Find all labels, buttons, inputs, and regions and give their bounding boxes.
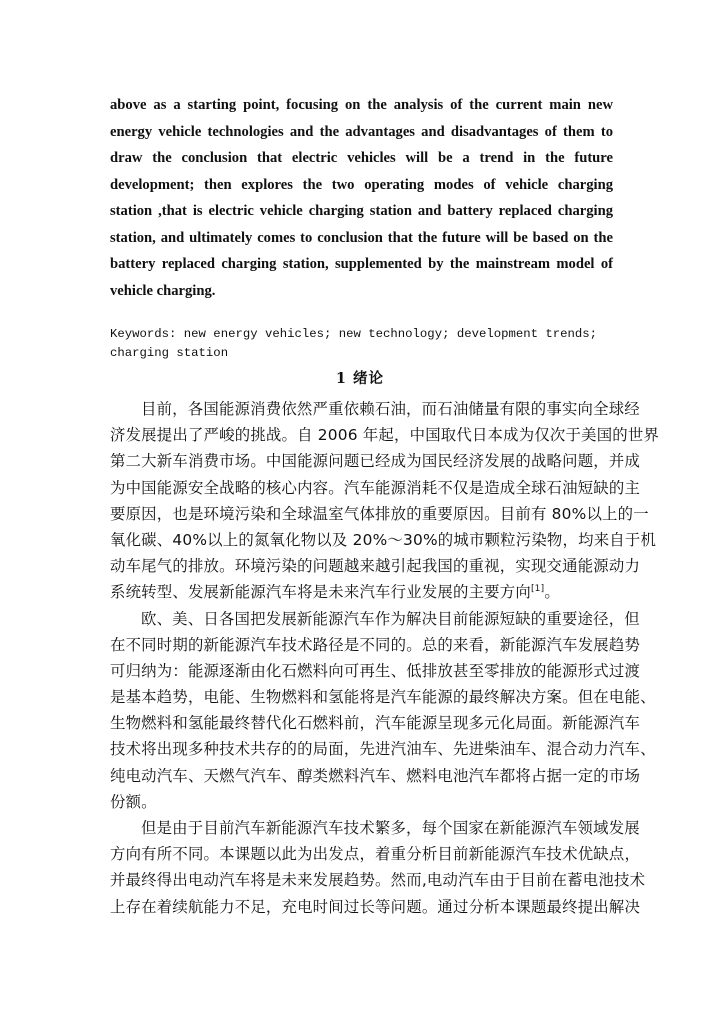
body-line: 方向有所不同。本课题以此为出发点，着重分析目前新能源汽车技术优缺点，	[110, 845, 641, 864]
body-line: 氧化碳、40%以上的氮氧化物以及 20%～30%的城市颗粒污染物，均来自于机	[110, 530, 657, 549]
abstract-line: station, and ultimately comes to conclusion that the future will be based on the	[110, 229, 613, 246]
body-line: 为中国能源安全战略的核心内容。汽车能源消耗不仅是造成全球石油短缺的主	[110, 478, 641, 497]
citation-ref: [1]	[530, 584, 545, 595]
keywords-line: Keywords: new energy vehicles; new technology; development trends;	[110, 327, 598, 341]
paragraph-3	[110, 815, 646, 920]
body-line: 目前，各国能源消费依然严重依赖石油，而石油储量有限的事实向全球经	[141, 400, 640, 418]
abstract-line: energy vehicle technologies and the advantages and disadvantages of them to	[110, 123, 613, 140]
abstract-line: draw the conclusion that electric vehicles will be a trend in the future	[110, 150, 613, 166]
body-line: 是基本趋势，电能、生物燃料和氢能将是汽车能源的最终解决方案。但在电能、	[110, 688, 656, 707]
body-line: 技术将出现多种技术共存的的局面，先进汽油车、先进柴油车、混合动力汽车、	[110, 740, 656, 759]
body-line: 生物燃料和氢能最终替代化石燃料前，汽车能源呈现多元化局面。新能源汽车	[110, 714, 641, 733]
body-line: 可归纳为：能源逐渐由化石燃料向可再生、低排放甚至零排放的能源形式过渡	[110, 661, 641, 680]
abstract-line: development; then explores the two operating modes of vehicle charging	[110, 176, 613, 193]
english-abstract	[110, 92, 613, 304]
abstract-line: above as a starting point, focusing on the analysis of the current main new	[110, 97, 613, 113]
abstract-line: battery replaced charging station, supplemented by the mainstream model of	[110, 256, 613, 272]
body-line: 第二大新车消费市场。中国能源问题已经成为国民经济发展的战略问题，并成	[110, 452, 641, 471]
paragraph-1	[110, 396, 660, 606]
body-line: 纯电动汽车、天燃气汽车、醇类燃料汽车、燃料电池汽车都将占据一定的市场	[110, 766, 641, 785]
body-line: 并最终得出电动汽车将是未来发展趋势。然而,电动汽车由于目前在蓄电池技术	[110, 871, 646, 890]
paragraph-2	[110, 606, 656, 816]
section-heading: 1 绪论	[335, 370, 385, 387]
abstract-line: station ,that is electric vehicle charging station and battery replaced charging	[110, 203, 613, 219]
body-line: 动车尾气的排放。环境污染的问题越来越引起我国的重视，实现交通能源动力	[110, 557, 641, 576]
body-line-end: 。	[544, 583, 560, 602]
keywords	[110, 325, 615, 362]
body-line: 上存在着续航能力不足，充电时间过长等问题。通过分析本课题最终提出解决	[110, 897, 641, 916]
body-line: 在不同时期的新能源汽车技术路径是不同的。总的来看，新能源汽车发展趋势	[110, 635, 641, 654]
body-line: 济发展提出了严峻的挑战。自 2006 年起，中国取代日本成为仅次于美国的世界	[110, 426, 660, 445]
body-line: 份额。	[110, 792, 157, 811]
chinese-body	[110, 396, 660, 920]
body-line-text: 系统转型、发展新能源汽车将是未来汽车行业发展的主要方向	[110, 583, 531, 602]
body-line: 欧、美、日各国把发展新能源汽车作为解决目前能源短缺的重要途径，但	[141, 609, 640, 628]
body-line: 要原因，也是环境污染和全球温室气体排放的重要原因。目前有 80%以上的一	[110, 504, 649, 523]
keywords-line: charging station	[110, 345, 229, 360]
body-line	[110, 579, 610, 605]
body-line: 但是由于目前汽车新能源汽车技术繁多，每个国家在新能源汽车领域发展	[141, 819, 640, 837]
abstract-line: vehicle charging.	[110, 282, 216, 299]
